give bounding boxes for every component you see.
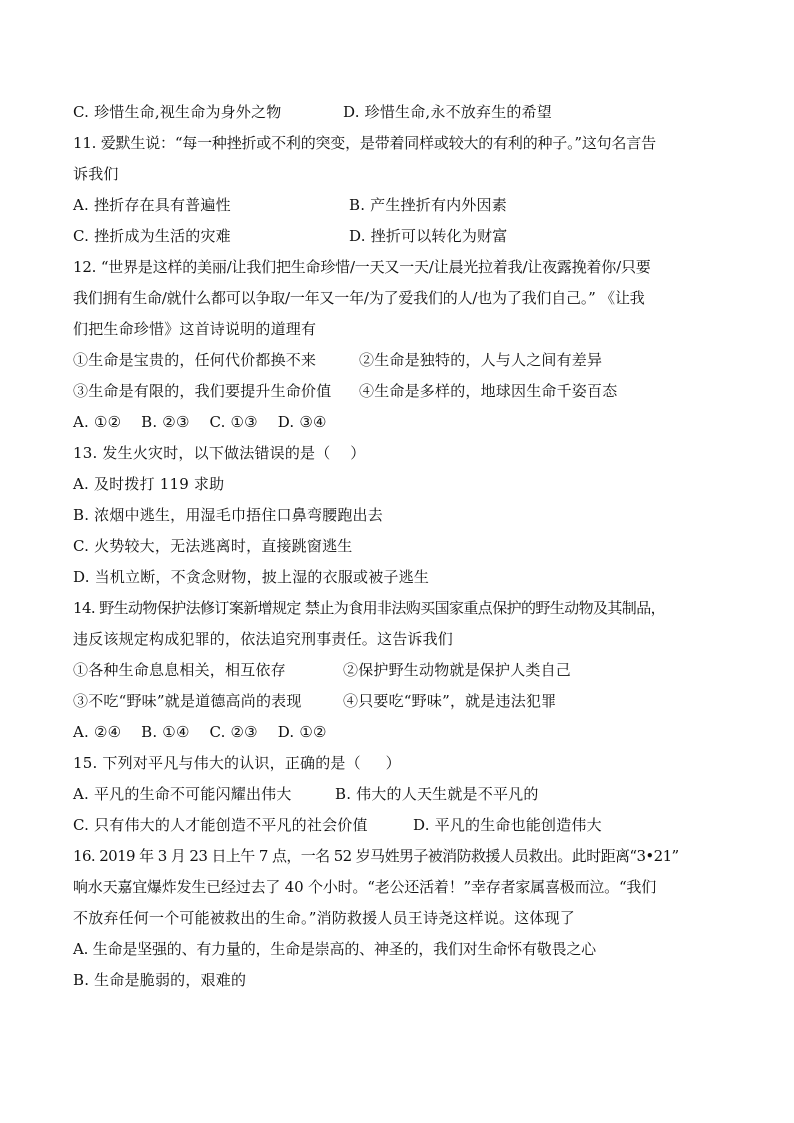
q10-option-d: D. 珍惜生命,永不放弃生的希望 [343,103,552,121]
q12-stem-line-1: 12. “世界是这样的美丽/让我们把生命珍惜/一天又一天/让晨光拉着我/让夜露挽着你/只要 [73,258,651,276]
q12-item-2: ②生命是独特的，人与人之间有差异 [359,351,603,369]
q13-stem: 13. 发生火灾时，以下做法错误的是（ ） [73,444,366,462]
q13-option-d: D. 当机立断，不贪念财物，披上湿的衣服或被子逃生 [73,568,430,586]
q13-option-c: C. 火势较大，无法逃离时，直接跳窗逃生 [73,537,353,555]
q11-option-d: D. 挫折可以转化为财富 [349,227,508,245]
q12-stem-line-3: 们把生命珍惜》这首诗说明的道理有 [73,320,317,338]
q11-option-c: C. 挫折成为生活的灾难 [73,227,231,245]
q15-option-d: D. 平凡的生命也能创造伟大 [413,816,602,834]
q11-options-ab [73,190,733,221]
q13-option-b: B. 浓烟中逃生，用湿毛巾捂住口鼻弯腰跑出去 [73,506,383,524]
q15-options-ab [73,779,733,810]
q12-stem-line-2: 我们拥有生命/就什么都可以争取/一年又一年/为了爱我们的人/也为了我们自己。” 《让我 [73,289,645,307]
q10-options-cd [73,97,733,128]
q14-stem-line-1: 14. 野生动物保护法修订案新增规定 禁止为食用非法购买国家重点保护的野生动物及其制品， [73,599,665,617]
q14-item-4: ④只要吃“野味”，就是违法犯罪 [343,692,557,710]
exam-page [73,97,733,996]
q14-items-34 [73,686,733,717]
q11-options-cd [73,221,733,252]
q14-item-1: ①各种生命息息相关，相互依存 [73,661,286,679]
q16-stem-line-3: 不放弃任何一个可能被救出的生命。”消防救援人员王诗尧这样说。这体现了 [73,909,575,927]
q12-options: A. ①② B. ②③ C. ①③ D. ③④ [73,413,327,431]
q12-item-4: ④生命是多样的，地球因生命千姿百态 [359,382,618,400]
q15-option-c: C. 只有伟大的人才能创造不平凡的社会价值 [73,816,368,834]
q12-items-34 [73,376,733,407]
q14-options: A. ②④ B. ①④ C. ②③ D. ①② [73,723,327,741]
q13-option-a: A. 及时拨打 119 求助 [73,475,225,493]
q16-option-a: A. 生命是坚强的、有力量的，生命是崇高的、神圣的，我们对生命怀有敬畏之心 [73,940,596,958]
q14-item-3: ③不吃“野味”就是道德高尚的表现 [73,692,302,710]
q11-option-b: B. 产生挫折有内外因素 [349,196,507,214]
q11-stem-line-1: 11. 爱默生说：“每一种挫折或不利的突变，是带着同样或较大的有利的种子。”这句名言告 [73,134,656,152]
q15-stem: 15. 下列对平凡与伟大的认识，正确的是（ ） [73,754,401,772]
q15-option-b: B. 伟大的人天生就是不平凡的 [335,785,539,803]
q12-item-3: ③生命是有限的，我们要提升生命价值 [73,382,332,400]
q12-items-12 [73,345,733,376]
q16-stem-line-1: 16. 2019 年 3 月 23 日上午 7 点，一名 52 岁马姓男子被消防救援人员救出。此时距离“3•21” [73,847,679,865]
q11-option-a: A. 挫折存在具有普遍性 [73,196,231,214]
q14-stem-line-2: 违反该规定构成犯罪的，依法追究刑事责任。这告诉我们 [73,630,454,648]
q11-stem-line-2: 诉我们 [73,165,119,183]
q15-option-a: A. 平凡的生命不可能闪耀出伟大 [73,785,292,803]
q14-item-2: ②保护野生动物就是保护人类自己 [343,661,572,679]
q14-items-12 [73,655,733,686]
q16-option-b: B. 生命是脆弱的，艰难的 [73,971,247,989]
q10-option-c: C. 珍惜生命,视生命为身外之物 [73,103,282,121]
q15-options-cd [73,810,733,841]
q12-item-1: ①生命是宝贵的，任何代价都换不来 [73,351,317,369]
q16-stem-line-2: 响水天嘉宜爆炸发生已经过去了 40 个小时。“老公还活着！”幸存者家属喜极而泣。“我们 [73,878,657,896]
